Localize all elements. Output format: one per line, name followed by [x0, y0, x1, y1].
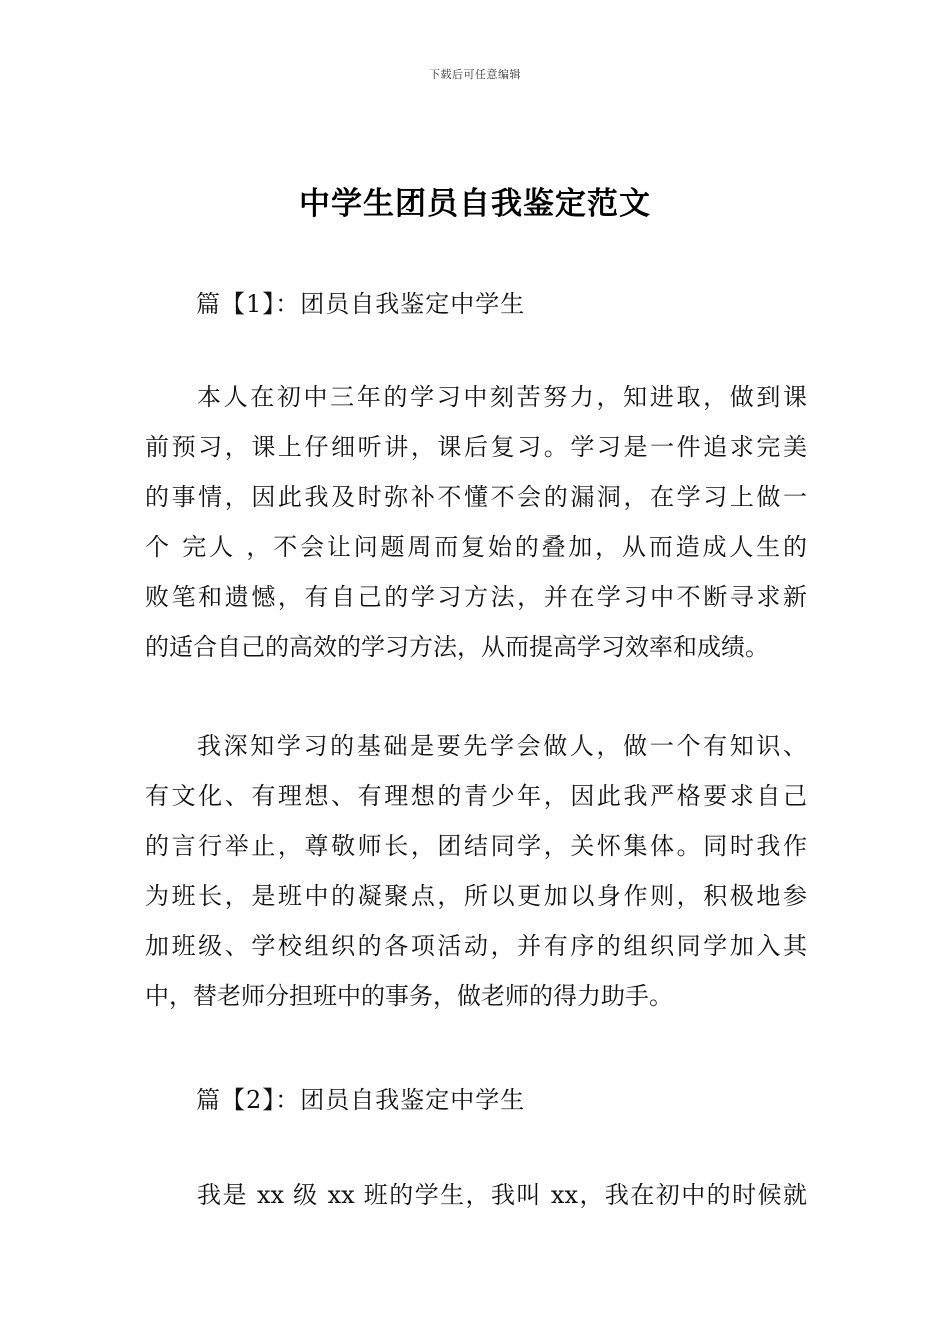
paragraph-line: 我是 xx 级 xx 班的学生，我叫 xx，我在初中的时候就 — [197, 1181, 807, 1209]
paragraph-1 — [145, 372, 807, 672]
paragraph-line: 前预习，课上仔细听讲，课后复习。学习是一件追求完美 — [145, 433, 807, 461]
paragraph-3 — [145, 1170, 807, 1220]
section-heading-2: 篇【2】：团员自我鉴定中学生 — [196, 1086, 526, 1114]
section-heading-1: 篇【1】：团员自我鉴定中学生 — [196, 290, 526, 318]
paragraph-line: 个 完人 ，不会让问题周而复始的叠加，从而造成人生的 — [145, 533, 807, 561]
paragraph-line: 的言行举止，尊敬师长，团结同学，关怀集体。同时我作 — [145, 832, 807, 860]
paragraph-line: 败笔和遗憾，有自己的学习方法，并在学习中不断寻求新 — [145, 583, 807, 611]
paragraph-line: 本人在初中三年的学习中刻苦努力，知进取，做到课 — [197, 383, 807, 411]
page-title: 中学生团员自我鉴定范文 — [299, 186, 651, 222]
paragraph-line: 加班级、学校组织的各项活动，并有序的组织同学加入其 — [145, 932, 807, 960]
paragraph-line: 我深知学习的基础是要先学会做人，做一个有知识、 — [197, 732, 807, 760]
paragraph-line: 有文化、有理想、有理想的青少年，因此我严格要求自己 — [145, 782, 807, 810]
paragraph-line: 中，替老师分担班中的事务，做老师的得力助手。 — [145, 982, 673, 1010]
paragraph-line: 的适合自己的高效的学习方法，从而提高学习效率和成绩。 — [145, 633, 769, 661]
paragraph-2 — [145, 721, 807, 1021]
paragraph-line: 的事情，因此我及时弥补不懂不会的漏洞，在学习上做一 — [145, 483, 807, 511]
header-note: 下载后可任意编辑 — [429, 68, 521, 81]
paragraph-line: 为班长，是班中的凝聚点，所以更加以身作则，积极地参 — [145, 882, 807, 910]
